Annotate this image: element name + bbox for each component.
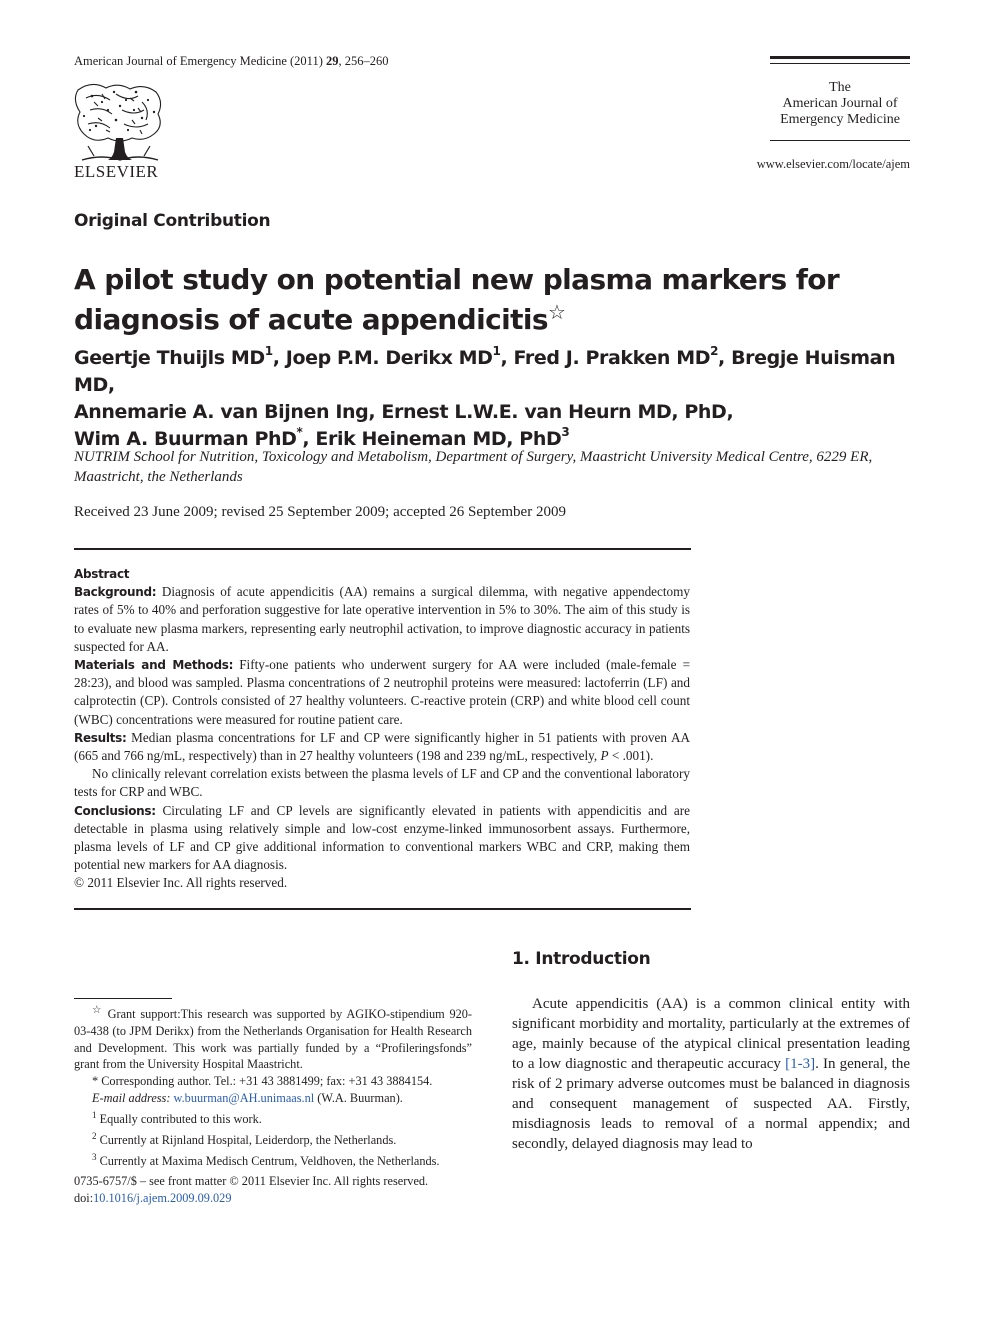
front-matter	[74, 1173, 472, 1207]
journal-name-line-2: American Journal of	[782, 96, 898, 111]
author-separator: ,	[107, 374, 115, 396]
author-separator: ,	[726, 401, 734, 423]
author-name: Ernest L.W.E. van Heurn MD, PhD	[381, 401, 727, 423]
results-p-symbol: P	[600, 748, 609, 764]
abstract-results-2: No clinically relevant correlation exists between the plasma levels of LF and CP and the conventional laboratory tests for CRP and WBC.	[74, 766, 690, 800]
footnotes	[74, 1003, 472, 1170]
doi-line	[74, 1190, 472, 1207]
abstract-results	[74, 729, 690, 765]
author-separator: ,	[718, 347, 732, 369]
footnote-1	[74, 1107, 472, 1128]
footnote-corresponding	[74, 1073, 472, 1090]
intro-text-a: Acute appendicitis (AA) is a common clinical entity with significant morbidity and mortality, particularly at the extremes of age, mainly because of the atypical clinical presentation leading to a low diagnostic and therapeutic accuracy	[512, 996, 910, 1072]
journal-url-link[interactable]: www.elsevier.com/locate/ajem	[756, 157, 910, 171]
author-separator: ,	[302, 428, 316, 450]
fn1-text: Equally contributed to this work.	[96, 1111, 262, 1126]
author-name: Fred J. Prakken MD	[513, 347, 711, 369]
author-name: Erik Heineman MD, PhD	[315, 428, 562, 450]
background-label: Background:	[74, 585, 157, 600]
journal-name-line-1: The	[829, 80, 851, 95]
fn1-mark: 1	[92, 1109, 97, 1120]
doi-link[interactable]: 10.1016/j.ajem.2009.09.029	[93, 1191, 232, 1205]
footnote-2	[74, 1128, 472, 1149]
abstract-background	[74, 583, 690, 656]
article-dates: Received 23 June 2009; revised 25 September 2009; accepted 26 September 2009	[74, 504, 566, 520]
abstract-methods	[74, 656, 690, 729]
introduction-text	[512, 994, 910, 1154]
results-text-b: < .001).	[608, 748, 654, 764]
footnote-grant	[74, 1003, 472, 1073]
author	[74, 401, 381, 423]
fn2-mark: 2	[92, 1130, 97, 1141]
journal-masthead	[770, 56, 910, 141]
introduction-heading: 1. Introduction	[512, 949, 651, 969]
abstract-copyright: © 2011 Elsevier Inc. All rights reserved.	[74, 875, 288, 891]
corresponding-mark: *	[92, 1074, 99, 1089]
fn3-mark: 3	[92, 1151, 97, 1162]
title-text: A pilot study on potential new plasma markers for diagnosis of acute appendicitis	[74, 263, 840, 336]
doi-label: doi:	[74, 1191, 94, 1205]
author-name: Bregje Huisman MD	[74, 347, 896, 396]
author-mark[interactable]: 3	[561, 425, 570, 439]
author-separator: ,	[500, 347, 514, 369]
journal-name-line-3: Emergency Medicine	[780, 112, 900, 127]
abstract-rule-top	[74, 548, 691, 550]
front-matter-line: 0735-6757/$ – see front matter © 2011 Elsevier Inc. All rights reserved.	[74, 1174, 429, 1188]
author-mark[interactable]: *	[296, 425, 303, 439]
methods-label: Materials and Methods:	[74, 658, 234, 673]
author-separator: ,	[368, 401, 382, 423]
journal-pages: , 256–260	[338, 54, 389, 68]
journal-ref-prefix: American Journal of Emergency Medicine (2011)	[74, 54, 326, 68]
email-link[interactable]: w.buurman@AH.unimaas.nl	[173, 1091, 315, 1106]
conclusions-label: Conclusions:	[74, 803, 156, 818]
abstract-heading: Abstract	[74, 567, 130, 581]
grant-mark: ☆	[92, 1005, 103, 1016]
conclusions-text: Circulating LF and CP levels are significantly elevated in patients with appendicitis and are detectable in plasma using relatively simple and low-cost enzyme-linked immunosorbent assays. Furthermore, plasma levels of LF and CP give additional information to conventional markers WBC and CRP, making them potential new markers for AA diagnosis.	[74, 802, 690, 873]
results-text-a: Median plasma concentrations for LF and CP were significantly higher in 51 patients with proven AA (665 and 766 ng/mL, respectively) than in 27 healthy volunteers (198 and 239 ng/mL, respectively,	[74, 729, 690, 764]
title-footnote-mark[interactable]: ☆	[547, 300, 566, 324]
footnote-email	[74, 1090, 472, 1107]
author-list	[74, 345, 914, 453]
footnote-rule	[74, 998, 172, 999]
author	[285, 344, 514, 369]
methods-text: Fifty-one patients who underwent surgery for AA were included (male-female = 28:23), and blood was sampled. Plasma concentrations of 2 neutrophil proteins were measured: lactoferrin (LF) and calprotectin (CP). Controls consisted of 27 healthy volunteers. C-reactive protein (CRP) and white blood cell count (WBC) concentrations were measured for routine patient care.	[74, 657, 691, 727]
intro-text-b: . In general, the risk of 2 primary adverse outcomes must be balanced in diagnosis and consequent management of suspected AA. Firstly, misdiagnosis leads to removal of a normal appendix; and secondly, delayed diagnosis may lead to	[512, 1056, 910, 1152]
author-mark[interactable]: 1	[264, 344, 273, 358]
author-name: Joep P.M. Derikx MD	[285, 347, 493, 369]
background-text: Diagnosis of acute appendicitis (AA) remains a surgical dilemma, with negative appendectomy rates of 5% to 40% and perforation suggestive for late operative intervention in 5% to 30%. The aim of this study is to evaluate new plasma markers, representing early neutrophil activation, to improve diagnostic accuracy in patients suspected for AA.	[74, 584, 690, 654]
citation-link[interactable]: [1-3]	[785, 1056, 816, 1072]
article-title	[74, 260, 914, 340]
footnote-3	[74, 1149, 472, 1170]
email-label: E-mail address:	[92, 1091, 171, 1106]
affiliation: NUTRIM School for Nutrition, Toxicology and Metabolism, Department of Surgery, Maastricht University Medical Centre, 6229 ER, Maastricht, the Netherlands	[74, 449, 873, 485]
abstract	[74, 565, 690, 893]
masthead-rule-thick	[770, 56, 910, 59]
author-name: Wim A. Buurman PhD	[74, 428, 297, 450]
fn2-text: Currently at Rijnland Hospital, Leiderdorp, the Netherlands.	[96, 1132, 397, 1147]
corresponding-text: Corresponding author. Tel.: +31 43 3881499; fax: +31 43 3884154.	[98, 1074, 433, 1089]
author-mark[interactable]: 1	[492, 344, 501, 358]
journal-volume: 29	[326, 54, 339, 68]
masthead-rule-bottom	[770, 140, 910, 141]
author-name: Geertje Thuijls MD	[74, 347, 265, 369]
author-separator: ,	[272, 347, 286, 369]
journal-reference	[74, 54, 389, 69]
results-label: Results:	[74, 730, 127, 745]
author-mark[interactable]: 2	[710, 344, 719, 358]
author	[74, 344, 286, 369]
abstract-conclusions	[74, 802, 690, 875]
grant-text: Grant support:This research was supported by AGIKO-stipendium 920-03-438 (to JPM Derikx) from the Netherlands Organisation for Health Research and Development. This work was partially funded by a “Profileringsfonds” grant from the University Hospital Maastricht.	[74, 1007, 472, 1072]
author-name: Annemarie A. van Bijnen Ing	[74, 401, 369, 423]
abstract-rule-bottom	[74, 908, 691, 910]
publisher-name: ELSEVIER	[74, 162, 159, 181]
author	[381, 401, 733, 423]
section-label: Original Contribution	[74, 211, 271, 231]
journal-name	[770, 80, 910, 128]
email-suffix: (W.A. Buurman).	[314, 1091, 403, 1106]
fn3-text: Currently at Maxima Medisch Centrum, Veldhoven, the Netherlands.	[96, 1153, 440, 1168]
author	[513, 344, 732, 369]
masthead-rule-thin	[770, 63, 910, 64]
